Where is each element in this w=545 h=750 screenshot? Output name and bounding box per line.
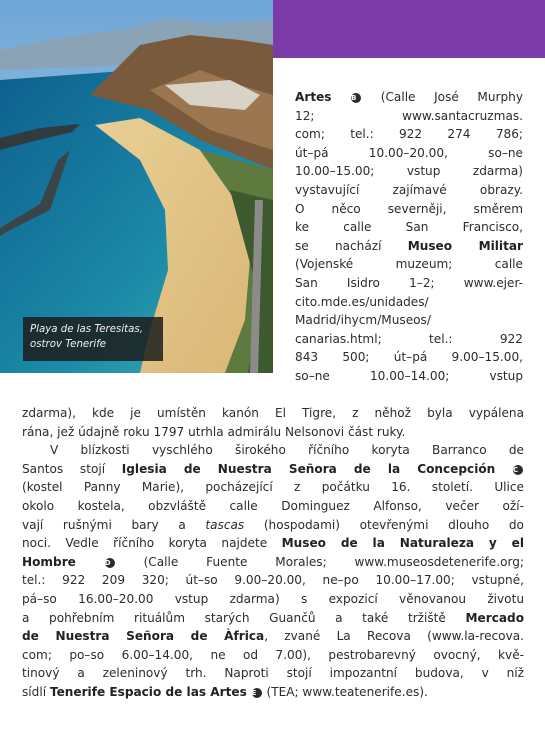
body-line: V blízkosti vyschlého širokého říčního koryta Barranco de <box>50 443 524 458</box>
purple-header-band <box>273 0 545 58</box>
column-line: 12; www.santacruzmas. <box>295 108 523 123</box>
body-line: noci. Vedle říčního koryta najdete Museo de la Naturaleza y el <box>22 536 524 551</box>
column-line: (Vojenské muzeum; calle <box>295 257 523 272</box>
body-line: a pohřebním rituálům starých Guančů a také tržiště Mercado <box>22 610 524 625</box>
column-line: se nachází Museo Militar <box>295 238 523 253</box>
place-name: Museo de la Naturaleza y el <box>281 536 524 551</box>
photo-caption-line-1: Playa de las Teresitas, <box>30 324 143 335</box>
column-line: Madrid/ihycm/Museos/ <box>295 313 431 328</box>
photo-caption-line-2: ostrov Tenerife <box>30 339 107 350</box>
body-line: tinový a zeleninový trh. Naproti stojí impozantní budova, v níž <box>22 666 524 681</box>
place-name: Mercado <box>465 610 524 625</box>
body-text <box>22 404 524 702</box>
body-line: Hombre D (Calle Fuente Morales; www.museosdetenerife.org; <box>22 554 524 569</box>
column-line: Artes B (Calle José Murphy <box>295 90 523 104</box>
column-line: cito.mde.es/unidades/ <box>295 294 429 309</box>
column-line: so–ne 10.00–14.00; vstup <box>295 368 523 383</box>
place-name: Tenerife Espacio de las Artes <box>49 684 247 699</box>
body-line: com; po–so 6.00–14.00, ne od 7.00), pestrobarevný ovocný, kvě- <box>22 647 524 662</box>
body-line: sídlí Tenerife Espacio de las Artes E (TEA; www.teatenerife.es). <box>22 684 428 699</box>
body-line: (kostel Panny Marie), pocházející z počátku 16. století. Ulice <box>22 480 524 495</box>
map-marker-icon: E <box>252 688 262 698</box>
body-line: de Nuestra Señora de Àfrica, zvané La Recova (www.la-recova. <box>22 629 524 644</box>
map-marker-icon: B <box>351 93 361 103</box>
column-line: 10.00–15.00; vstup zdarma) <box>295 164 523 179</box>
body-line: tel.: 922 209 320; út–so 9.00–20.00, ne–po 10.00–17.00; vstupné, <box>22 573 524 588</box>
place-name: Artes <box>295 90 332 104</box>
column-line: 843 500; út–pá 9.00–15.00, <box>295 350 523 365</box>
body-line: okolo kostela, obzvláště calle Dominguez Alfonso, večer oží- <box>22 498 524 513</box>
place-name: Hombre <box>22 554 76 569</box>
side-column-text <box>295 88 523 386</box>
column-line: canarias.html; tel.: 922 <box>295 331 523 346</box>
map-marker-icon: C <box>513 465 523 475</box>
body-line: pá–so 16.00–20.00 vstup zdarma) s expozicí věnovanou životu <box>22 591 524 606</box>
body-line: rána, jež údajně roku 1797 utrhla admirálu Nelsonovi část ruky. <box>22 424 406 439</box>
column-line: ke calle San Francisco, <box>295 220 523 235</box>
photo-caption <box>23 317 163 361</box>
body-line: vají rušnými bary a tascas (hospodami) otevřenými dlouho do <box>22 517 524 532</box>
column-line: San Isidro 1–2; www.ejer- <box>295 275 523 290</box>
place-name: de Nuestra Señora de Àfrica <box>22 629 265 644</box>
place-name: Museo Militar <box>407 238 523 253</box>
column-line: O něco severněji, směrem <box>295 201 523 216</box>
column-line: vystavující zajímavé obrazy. <box>295 182 523 197</box>
column-line: út–pá 10.00–20.00, so–ne <box>295 145 523 160</box>
place-name: Iglesia de Nuestra Señora de la Concepción <box>121 461 496 476</box>
body-line: zdarma), kde je umístěn kanón El Tigre, z něhož byla vypálena <box>22 406 524 420</box>
body-line: Santos stojí Iglesia de Nuestra Señora de la Concepción C <box>22 460 524 479</box>
map-marker-icon: D <box>105 558 115 568</box>
column-line: com; tel.: 922 274 786; <box>295 127 523 142</box>
